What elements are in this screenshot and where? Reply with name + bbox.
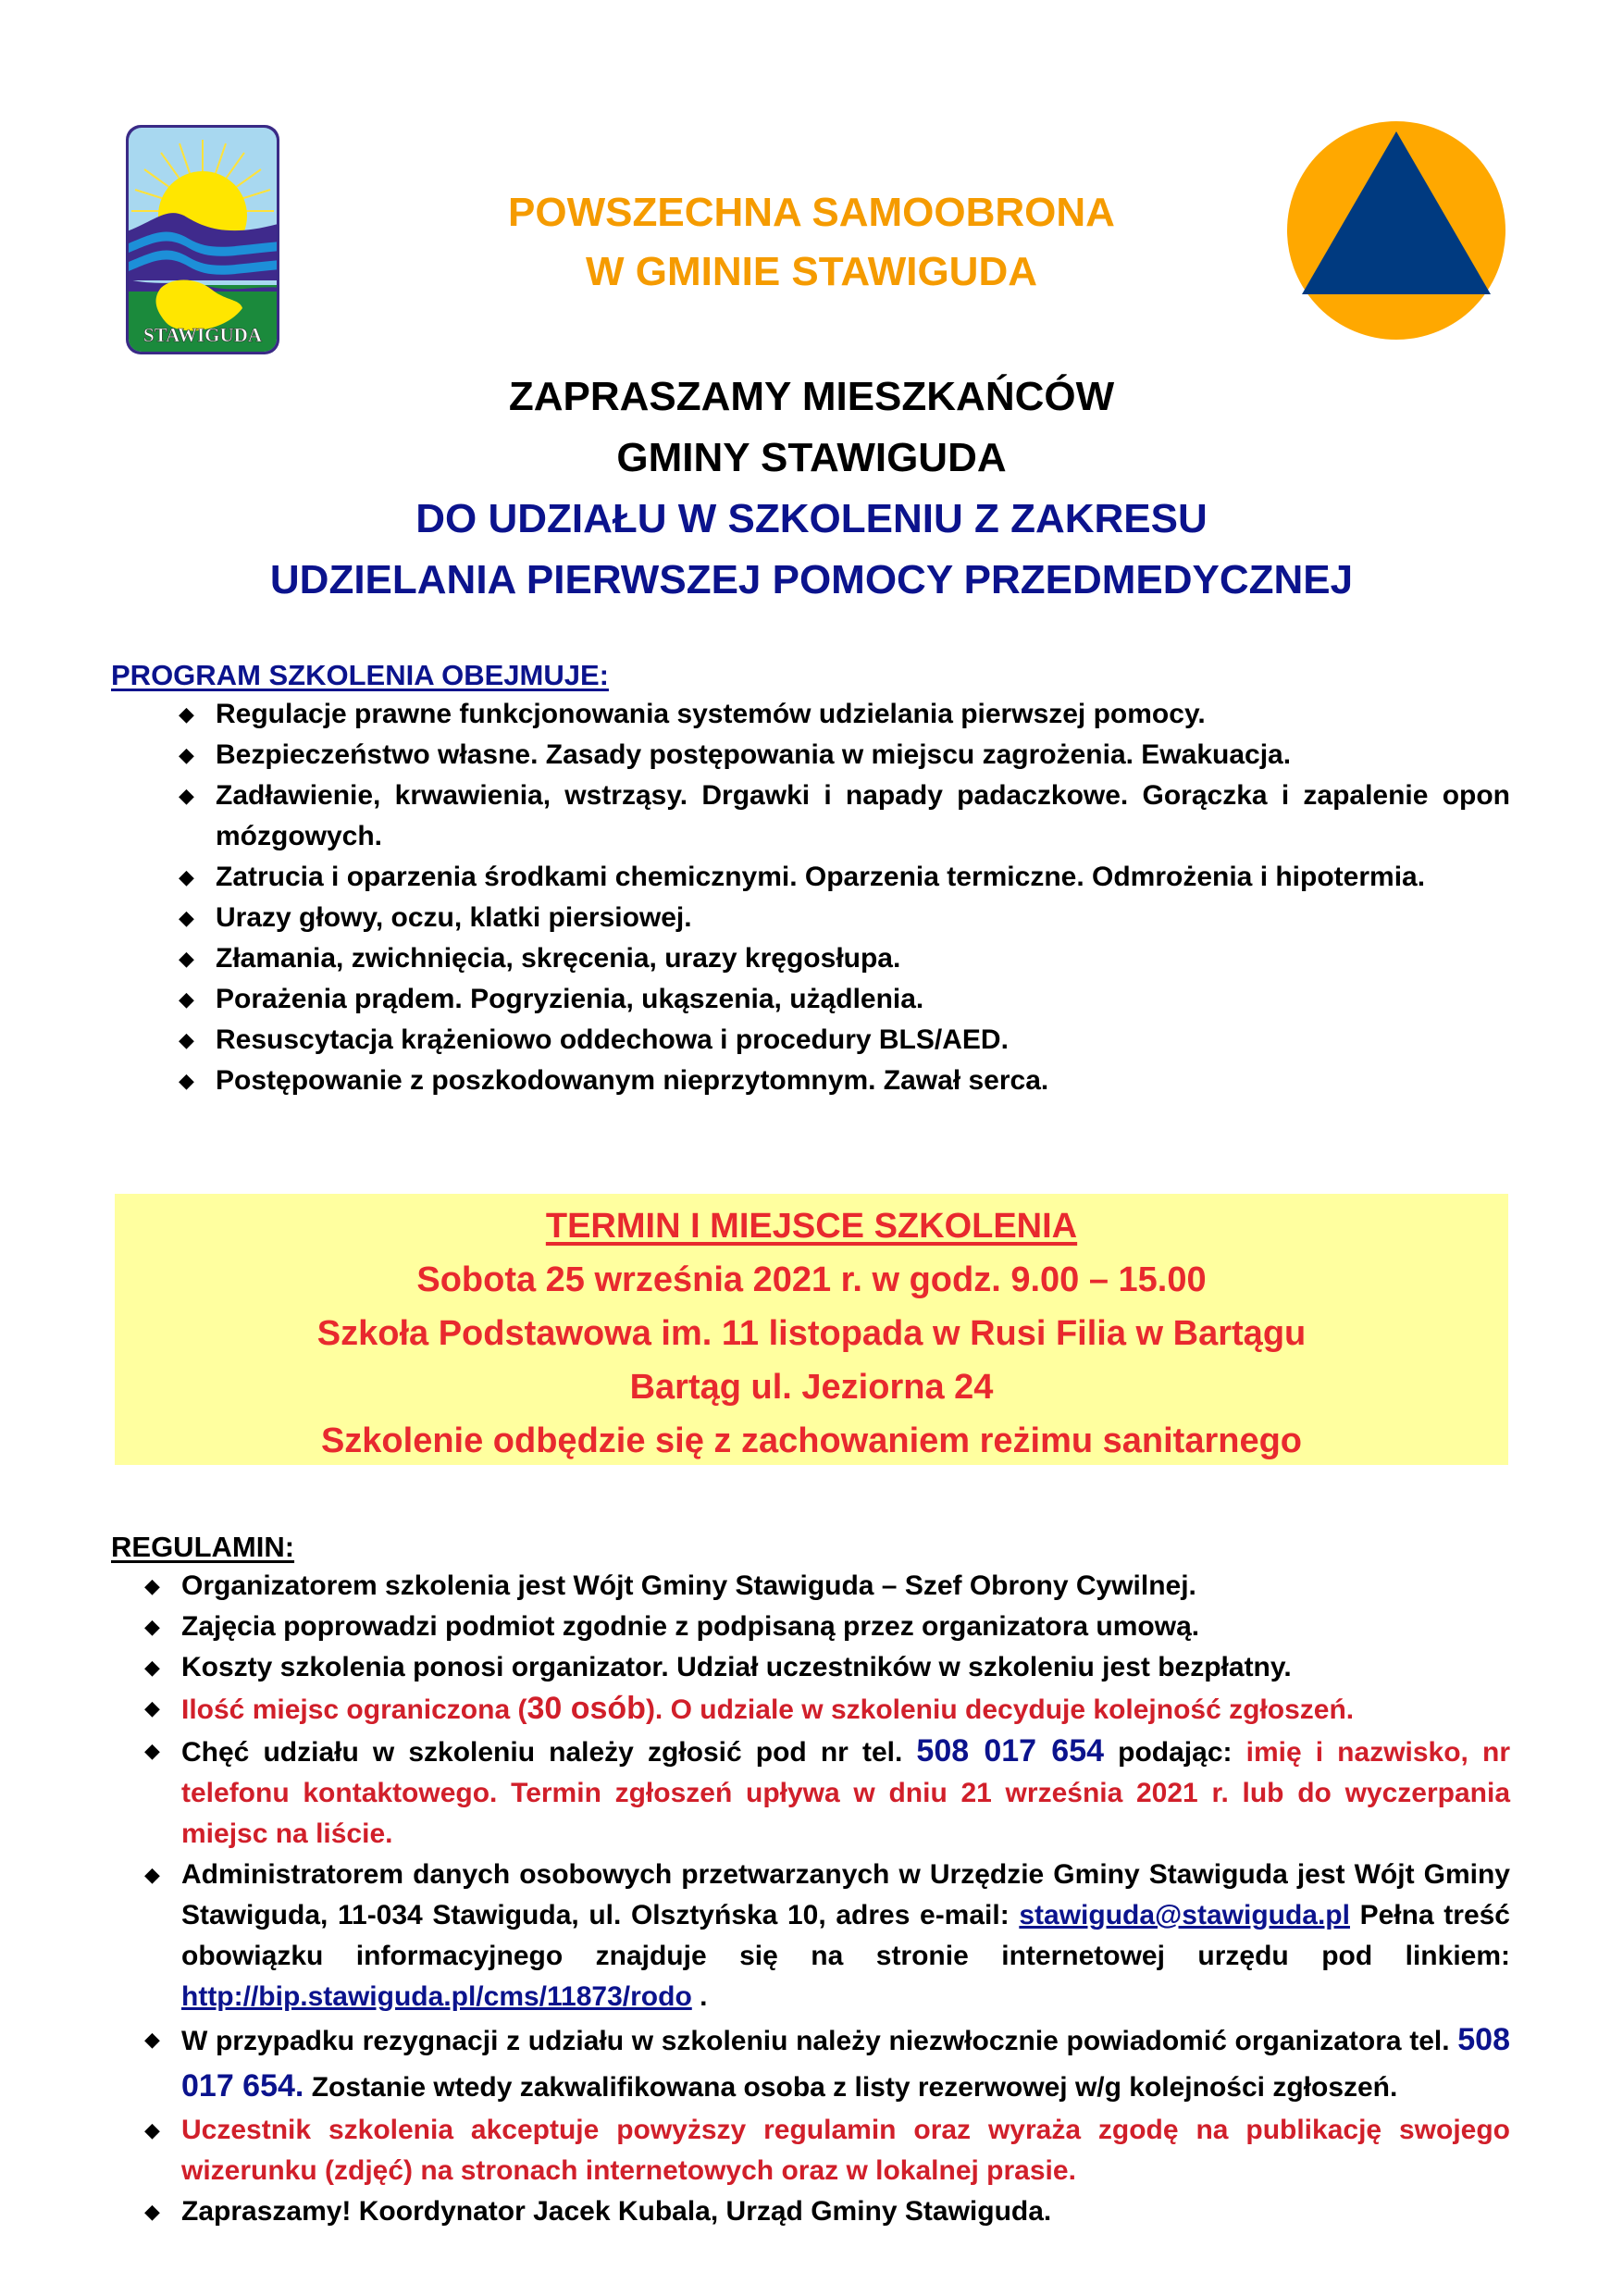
program-item: ◆ Zadławienie, krwawienia, wstrząsy. Drgawki i napady padaczkowe. Gorączka i zapalenie opon mózgowych. (216, 776, 1510, 857)
bullet-diamond-icon: ◆ (179, 987, 194, 1011)
bullet-diamond-icon: ◆ (179, 702, 194, 726)
bullet-diamond-icon: ◆ (179, 906, 194, 929)
program-list (179, 694, 1510, 1101)
regulamin-item-registration: ◆ Chęć udziału w szkoleniu należy zgłosić pod nr tel. 508 017 654 podając: imię i nazwisko, nr telefonu kontaktowego. Termin zgłoszeń upływa w dniu 21 września 2021 r. lub do wyczerpania miejsc na liście. (181, 1731, 1510, 1855)
invite-line4: UDZIELANIA PIERWSZEJ POMOCY PRZEDMEDYCZNEJ (269, 557, 1354, 602)
program-item: ◆ Złamania, zwichnięcia, skręcenia, urazy kręgosłupa. (216, 938, 1510, 979)
program-item: ◆ Resuscytacja krążeniowo oddechowa i procedury BLS/AED. (216, 1020, 1510, 1061)
phone-number: 508 017 654 (916, 1733, 1105, 1769)
invite-line2: GMINY STAWIGUDA (616, 435, 1007, 480)
regulamin-item-data-admin: ◆ Administratorem danych osobowych przetwarzanych w Urzędzie Gminy Stawiguda jest Wójt Gminy Stawiguda, 11-034 Stawiguda, ul. Olsztyńska 10, adres e-mail: stawiguda@stawiguda.pl Pełna treść obowiązku informacyjnego znajduje się na stronie internetowej urzędu pod linkiem: http://bip.stawiguda.pl/cms/11873/rodo . (181, 1855, 1510, 2017)
program-item: ◆ Urazy głowy, oczu, klatki piersiowej. (216, 898, 1510, 938)
invitation-heading (0, 366, 1623, 611)
bullet-diamond-icon: ◆ (144, 1656, 160, 1679)
bullet-diamond-icon: ◆ (179, 743, 194, 766)
bullet-diamond-icon: ◆ (144, 1615, 160, 1638)
regulamin-item-resignation: ◆ W przypadku rezygnacji z udziału w szkoleniu należy niezwłocznie powiadomić organizatora tel. 508 017 654. Zostanie wtedy zakwalifikowana osoba z listy rezerwowej w/g kolejności zgłoszeń. (181, 2017, 1510, 2110)
regulamin-section (111, 1529, 1518, 2232)
capacity-count: 30 osób (527, 1691, 646, 1726)
regulamin-item-capacity: ◆ Ilość miejsc ograniczona (30 osób). O udziale w szkoleniu decyduje kolejność zgłoszeń. (181, 1688, 1510, 1731)
bullet-diamond-icon: ◆ (179, 1069, 194, 1092)
program-section (111, 657, 1518, 1101)
header-title (278, 183, 1345, 302)
program-item: ◆ Zatrucia i oparzenia środkami chemicznymi. Oparzenia termiczne. Odmrożenia i hipotermia. (216, 857, 1510, 898)
regulamin-heading: REGULAMIN: (111, 1531, 295, 1563)
termin-box (115, 1194, 1508, 1465)
bullet-diamond-icon: ◆ (144, 2200, 160, 2223)
regulamin-item-invitation: ◆ Zapraszamy! Koordynator Jacek Kubala, Urząd Gminy Stawiguda. (181, 2191, 1510, 2232)
stawiguda-logo (124, 123, 281, 356)
invite-line1: ZAPRASZAMY MIESZKAŃCÓW (508, 374, 1115, 419)
bullet-diamond-icon: ◆ (179, 1028, 194, 1051)
regulamin-item-consent: ◆ Uczestnik szkolenia akceptuje powyższy regulamin oraz wyraża zgodę na publikację swojego wizerunku (zdjęć) na stronach internetowych oraz w lokalnej prasie. (181, 2110, 1510, 2191)
email-link[interactable]: stawiguda@stawiguda.pl (1019, 1900, 1350, 1930)
bullet-diamond-icon: ◆ (144, 1696, 160, 1719)
bullet-diamond-icon: ◆ (144, 2118, 160, 2141)
termin-place: Szkoła Podstawowa im. 11 listopada w Rusi Filia w Bartągu (316, 1314, 1307, 1353)
program-item: ◆ Bezpieczeństwo własne. Zasady postępowania w miejscu zagrożenia. Ewakuacja. (216, 735, 1510, 776)
regulamin-item: ◆ Zajęcia poprowadzi podmiot zgodnie z podpisaną przez organizatora umową. (181, 1607, 1510, 1647)
regulamin-list (144, 1566, 1511, 2232)
svg-text:STAWIGUDA: STAWIGUDA (143, 324, 262, 346)
bullet-diamond-icon: ◆ (144, 1574, 160, 1597)
header-title-line2: W GMINIE STAWIGUDA (585, 249, 1038, 294)
phone-number: 508 017 654. (181, 2022, 1510, 2104)
program-item: ◆ Porażenia prądem. Pogryzienia, ukąszenia, użądlenia. (216, 979, 1510, 1020)
rodo-link[interactable]: http://bip.stawiguda.pl/cms/11873/rodo (181, 1981, 692, 2012)
program-item: ◆ Regulacje prawne funkcjonowania systemów udzielania pierwszej pomocy. (216, 694, 1510, 735)
header-title-line1: POWSZECHNA SAMOOBRONA (508, 190, 1115, 235)
termin-heading: TERMIN I MIEJSCE SZKOLENIA (545, 1207, 1078, 1246)
bullet-diamond-icon: ◆ (179, 784, 194, 807)
bullet-diamond-icon: ◆ (179, 865, 194, 888)
program-item: ◆ Postępowanie z poszkodowanym nieprzytomnym. Zawał serca. (216, 1061, 1510, 1101)
regulamin-item: ◆ Koszty szkolenia ponosi organizator. Udział uczestników w szkoleniu jest bezpłatny. (181, 1647, 1510, 1688)
bullet-diamond-icon: ◆ (144, 2028, 160, 2051)
termin-address: Bartąg ul. Jeziorna 24 (629, 1368, 994, 1407)
regulamin-item: ◆ Organizatorem szkolenia jest Wójt Gminy Stawiguda – Szef Obrony Cywilnej. (181, 1566, 1510, 1607)
termin-sanitary: Szkolenie odbędzie się z zachowaniem reżimu sanitarnego (320, 1421, 1303, 1460)
stawiguda-emblem-icon (124, 123, 281, 356)
bullet-diamond-icon: ◆ (144, 1739, 160, 1762)
termin-date: Sobota 25 września 2021 r. w godz. 9.00 – 15.00 (416, 1260, 1207, 1299)
bullet-diamond-icon: ◆ (179, 947, 194, 970)
bullet-diamond-icon: ◆ (144, 1863, 160, 1886)
invite-line3: DO UDZIAŁU W SZKOLENIU Z ZAKRESU (415, 496, 1208, 541)
program-heading: PROGRAM SZKOLENIA OBEJMUJE: (111, 659, 609, 691)
